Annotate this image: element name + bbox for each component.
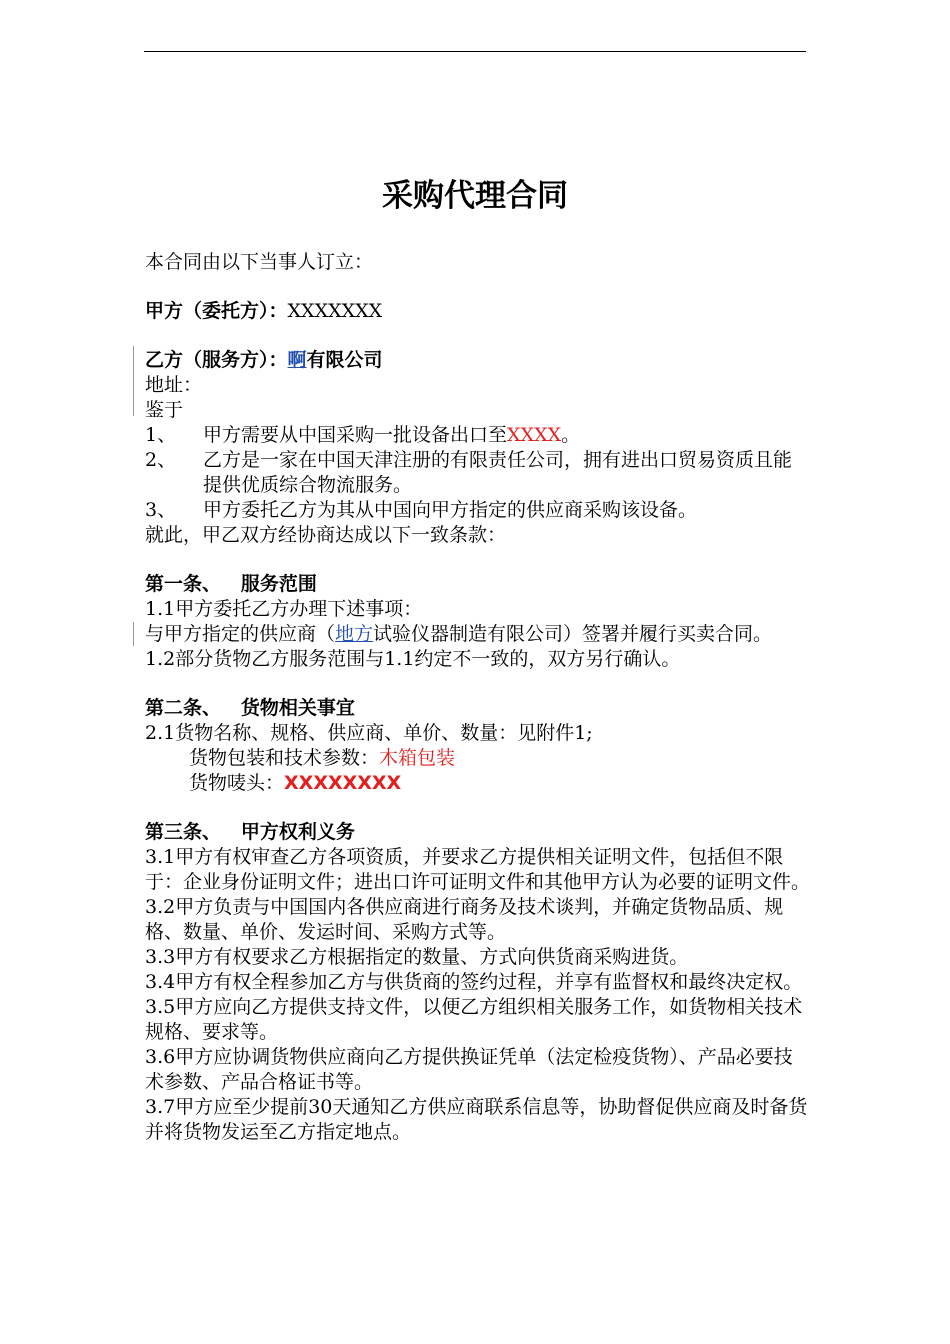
article-2-heading: 第二条、 货物相关事宜 (145, 697, 355, 719)
shipping-mark-value: XXXXXXXX (284, 772, 402, 794)
recital-number: 3、 (145, 499, 177, 521)
recital-text: 甲方需要从中国采购一批设备出口至 (203, 424, 508, 446)
clause-3-5: 3.5甲方应向乙方提供支持文件，以便乙方组织相关服务工作，如货物相关技术规格、要求等。 (145, 996, 803, 1043)
party-a-label: 甲方（委托方）： (145, 300, 288, 322)
clause-3-2: 3.2甲方负责与中国国内各供应商进行商务及技术谈判，并确定货物品质、规格、数量、单价、发运时间、采购方式等。 (145, 896, 784, 943)
clause-1-2: 1.2部分货物乙方服务范围与1.1约定不一致的，双方另行确认。 (145, 648, 681, 670)
article-1-heading: 第一条、 服务范围 (145, 573, 317, 595)
packing-value: 木箱包装 (379, 747, 456, 769)
revision-bar (133, 346, 134, 416)
clause-1-1: 1.1甲方委托乙方办理下述事项： (145, 598, 423, 620)
document-title: 采购代理合同 (382, 178, 568, 214)
address-line: 地址： (145, 374, 203, 396)
clause-3-6: 3.6甲方应协调货物供应商向乙方提供换证凭单（法定检疫货物）、产品必要技术参数、产品合格证书等。 (145, 1046, 793, 1093)
recital-item (145, 498, 810, 523)
agreement-line: 就此，甲乙双方经协商达成以下一致条款： (145, 524, 507, 546)
destination-placeholder: XXXX (507, 424, 562, 446)
recital-item: 1、 甲方需要从中国采购一批设备出口至XXXX。 (145, 424, 581, 446)
article-3-heading: 第三条、 甲方权利义务 (145, 821, 355, 843)
party-b-link[interactable]: 啊 (287, 349, 307, 371)
clause-1-1-detail: 与甲方指定的供应商（地方试验仪器制造有限公司）签署并履行买卖合同。 (145, 623, 773, 645)
party-b-line (145, 348, 810, 373)
whereas-line: 鉴于 (145, 399, 184, 421)
recital-number: 2、 (145, 449, 177, 471)
clause-3-1: 3.1甲方有权审查乙方各项资质，并要求乙方提供相关证明文件，包括但不限于：企业身份证明文件；进出口许可证明文件和其他甲方认为必要的证明文件。 (145, 846, 811, 893)
recital-text: 乙方是一家在中国天津注册的有限责任公司，拥有进出口贸易资质且能提供优质综合物流服务。 (203, 449, 793, 496)
party-a-line (145, 299, 810, 324)
clause-3-7: 3.7甲方应至少提前30天通知乙方供应商联系信息等，协助督促供应商及时备货并将货物发运至乙方指定地点。 (145, 1096, 808, 1143)
recital-item (145, 448, 810, 498)
header-rule (144, 51, 806, 52)
party-b-label: 乙方（服务方）： (145, 349, 288, 371)
intro-line: 本合同由以下当事人订立： (145, 251, 374, 273)
clause-3-4: 3.4甲方有权全程参加乙方与供货商的签约过程，并享有监督权和最终决定权。 (145, 971, 803, 993)
recital-text: 甲方委托乙方为其从中国向甲方指定的供应商采购该设备。 (203, 499, 698, 521)
clause-2-1: 2.1货物名称、规格、供应商、单价、数量：见附件1; (145, 722, 593, 744)
party-a-value: XXXXXXX (287, 300, 383, 322)
shipping-mark-label: 货物唛头： (189, 772, 285, 794)
clause-3-3: 3.3甲方有权要求乙方根据指定的数量、方式向供货商采购进货。 (145, 946, 689, 968)
revision-bar (133, 622, 134, 646)
document-body (145, 250, 810, 1145)
party-b-suffix: 有限公司 (306, 349, 383, 371)
shipping-mark-line (145, 771, 810, 796)
packing-line (145, 746, 810, 771)
recital-number: 1、 (145, 424, 177, 446)
packing-label: 货物包装和技术参数： (189, 747, 380, 769)
supplier-link[interactable]: 地方 (335, 623, 374, 645)
